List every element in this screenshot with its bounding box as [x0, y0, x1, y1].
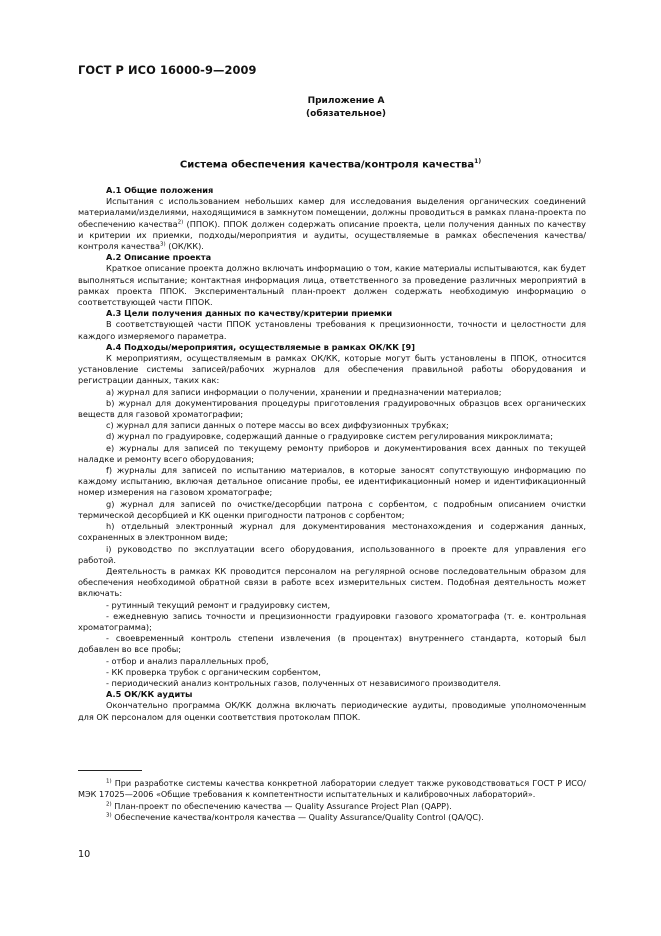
footnote-text: План-проект по обеспечению качества — Quality Assurance Project Plan (QAPP).	[111, 800, 452, 811]
text-run: Окончательно программа ОК/КК должна включать периодические аудиты, проводимые уполномоченным для ОК персоналом для оценки соответствия протоколам ППОК.	[78, 700, 586, 722]
text-run: c) журнал для записи данных о потере массы во всех диффузионных трубках;	[106, 420, 449, 431]
footnote-ref: 3)	[160, 241, 166, 248]
text-run: Испытания с использованием небольших камер для исследования выделения органических соединений материалами/изделиями, находящимися в замкнутом помещении, должны проводиться в рамках плана-проекта по обеспечению качества	[78, 196, 586, 229]
text-run: - отбор и анализ параллельных проб,	[106, 655, 269, 666]
text-run: e) журналы для записей по текущему ремонту приборов и документирования всех данных по текущей наладке и ремонту всего оборудования;	[78, 442, 586, 464]
text-run: - рутинный текущий ремонт и градуировку систем,	[106, 599, 331, 610]
text-run: g) журнал для записей по очистке/десорбции патрона с сорбентом, с подробным описанием очистки термической десорбцией и КК оценки пригодности патронов с сорбентом;	[78, 498, 586, 520]
text-run: К мероприятиям, осуществляемым в рамках ОК/КК, которые могут быть установлены в ППОК, относится установление системы записей/рабочих журналов для обеспечения правильной работы оборудования и регистрации данных, таких как:	[78, 353, 586, 386]
section-heading: A.1 Общие положения	[106, 185, 214, 195]
footnote	[78, 812, 586, 823]
footnote-mark: 1)	[106, 778, 112, 785]
section-heading: A.4 Подходы/мероприятия, осуществляемые в рамках ОК/КК [9]	[106, 341, 415, 352]
running-header: ГОСТ Р ИСО 16000-9—2009	[78, 63, 257, 77]
footnote-mark: 1)	[474, 158, 482, 165]
text-run: b) журнал для документирования процедуры приготовления градуировочных образцов всех органических веществ для газовой хроматографии;	[78, 397, 586, 420]
text-run: - периодический анализ контрольных газов, полученных от независимого производителя.	[106, 677, 502, 688]
body-paragraph	[78, 398, 586, 420]
footnote-ref: 2)	[177, 218, 184, 225]
text-run: i) руководство по эксплуатации всего оборудования, использованного в проекте для управления его работой.	[78, 543, 586, 565]
footnotes	[78, 778, 586, 824]
footnote-text: Обеспечение качества/контроля качества — Quality Assurance/Quality Control (QA/QC).	[111, 812, 484, 823]
body-paragraph	[78, 499, 586, 521]
annex-label: Приложение А	[307, 96, 385, 106]
body-paragraph	[78, 656, 586, 667]
text-run: Деятельность в рамках КК проводится персоналом на регулярной основе последовательным образом для обеспечения необходимой обратной связи в работе всех измерительных систем. Подобная деятельность может включать:	[78, 565, 586, 599]
body-paragraph	[78, 678, 586, 689]
body-paragraph	[78, 633, 586, 655]
body-paragraph	[78, 700, 586, 722]
annex-body	[78, 185, 586, 723]
body-paragraph	[78, 387, 586, 398]
text-run: (ППОК). ППОК должен содержать описание проекта, цели получения данных по качеству и критерии их приемки, подходы/мероприятия и аудиты, осуществляемые в рамках обеспечения качества/контроля качества	[78, 218, 586, 252]
body-paragraph	[78, 431, 586, 442]
text-run: - своевременный контроль степени извлечения (в процентах) внутреннего стандарта, который был добавлен во все пробы;	[78, 633, 586, 655]
body-paragraph	[78, 611, 586, 633]
footnote	[78, 801, 586, 812]
section-heading: A.5 ОК/КК аудиты	[106, 689, 193, 700]
section-heading: A.3 Цели получения данных по качеству/критерии приемки	[106, 308, 393, 319]
body-paragraph	[78, 566, 586, 600]
footnote-mark: 2)	[106, 801, 112, 808]
body-paragraph	[78, 319, 586, 341]
annex-title-text: Система обеспечения качества/контроля качества	[179, 159, 475, 171]
footnote-mark: 3)	[106, 812, 112, 819]
text-run: f) журналы для записей по испытанию материалов, в которые заносят сопутствующую информацию по каждому испытанию, включая детальное описание пробы, ее идентификационный номер и идентификационный номер измерения на газовом хроматографе;	[78, 465, 586, 498]
footnote-text: При разработке системы качества конкретной лаборатории следует также руководствоваться ГОСТ Р ИСО/МЭК 17025—2006 «Общие требования к компетентности испытательных и калибровочных лабораторий».	[78, 778, 586, 800]
body-paragraph	[78, 420, 586, 431]
body-paragraph	[78, 600, 586, 611]
body-paragraph	[78, 667, 586, 678]
text-run: Краткое описание проекта должно включать информацию о том, какие материалы испытываются, как будет выполняться испытание; контактная информация лица, ответственного за проведение различных мероприятий в рамках проекта ППОК. Экспериментальный план-проект должен содержать необходимую информацию о соответствующей части ППОК.	[78, 263, 586, 308]
text-run: В соответствующей части ППОК установлены требования к прецизионности, точности и целостности для каждого измеряемого параметра.	[78, 319, 586, 341]
footnote-separator	[78, 770, 142, 771]
section-heading: A.2 Описание проекта	[106, 252, 212, 263]
text-run: a) журнал для записи информации о получении, хранении и предназначении материалов;	[106, 386, 502, 397]
body-paragraph	[78, 465, 586, 499]
text-run: - ежедневную запись точности и прецизионности градуировки газового хроматографа (т. е. контрольная хроматограмма);	[78, 610, 586, 632]
annex-title	[0, 158, 661, 170]
text-run: h) отдельный электронный журнал для документирования местонахождения и содержания данных, сохраненных в электронном виде;	[78, 521, 586, 543]
body-paragraph	[78, 263, 586, 308]
text-run: - КК проверка трубок с органическим сорбентом,	[106, 666, 321, 677]
body-paragraph	[78, 521, 586, 543]
text-run: d) журнал по градуировке, содержащий данные о градуировке систем регулирования микроклимата;	[106, 431, 553, 442]
text-run: (ОК/КК).	[165, 241, 204, 252]
body-paragraph	[78, 353, 586, 387]
footnote	[78, 778, 586, 801]
annex-status: (обязательное)	[306, 109, 386, 119]
body-paragraph	[78, 544, 586, 566]
body-paragraph	[78, 196, 586, 252]
body-paragraph	[78, 443, 586, 465]
page-number: 10	[78, 849, 91, 860]
